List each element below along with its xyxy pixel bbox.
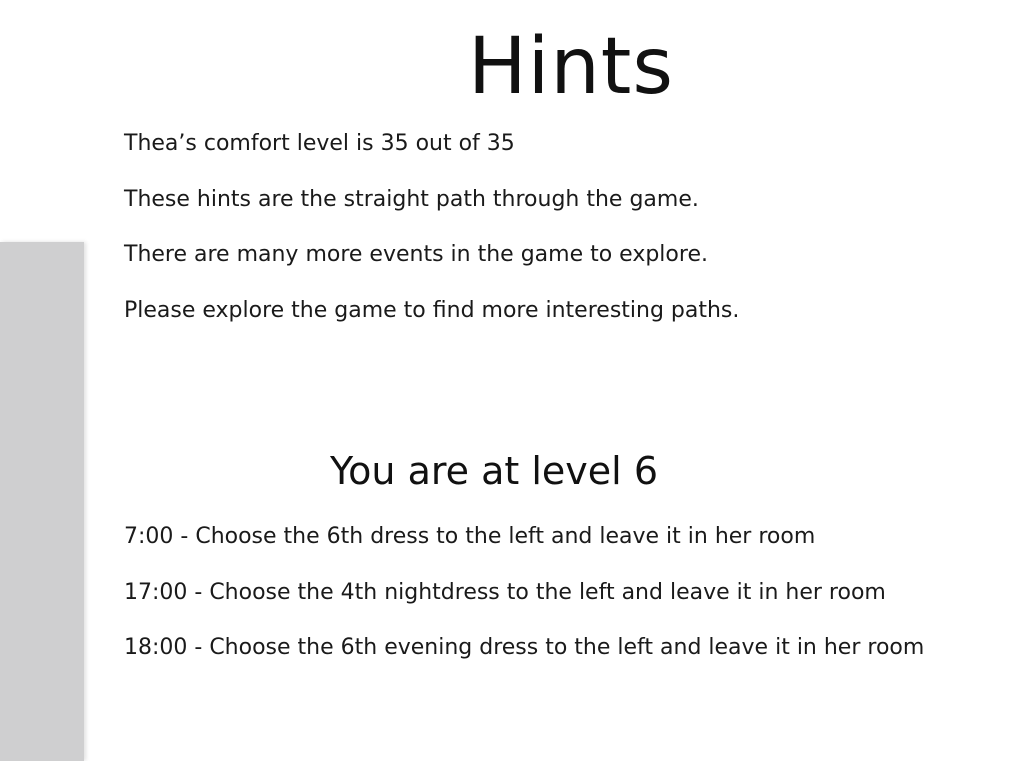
hint-step: 18:00 - Choose the 6th evening dress to the left and leave it in her room [124, 635, 925, 660]
hint-intro-text: There are many more events in the game to explore. [124, 242, 708, 267]
hint-intro-text: These hints are the straight path through the game. [124, 187, 699, 212]
comfort-level-text: Thea’s comfort level is 35 out of 35 [124, 131, 515, 156]
hint-step: 17:00 - Choose the 4th nightdress to the left and leave it in her room [124, 580, 886, 605]
hint-intro-text: Please explore the game to find more interesting paths. [124, 298, 740, 323]
page-title: Hints [468, 22, 674, 112]
level-heading: You are at level 6 [330, 449, 658, 493]
hint-step: 7:00 - Choose the 6th dress to the left and leave it in her room [124, 524, 816, 549]
side-panel [0, 242, 84, 761]
